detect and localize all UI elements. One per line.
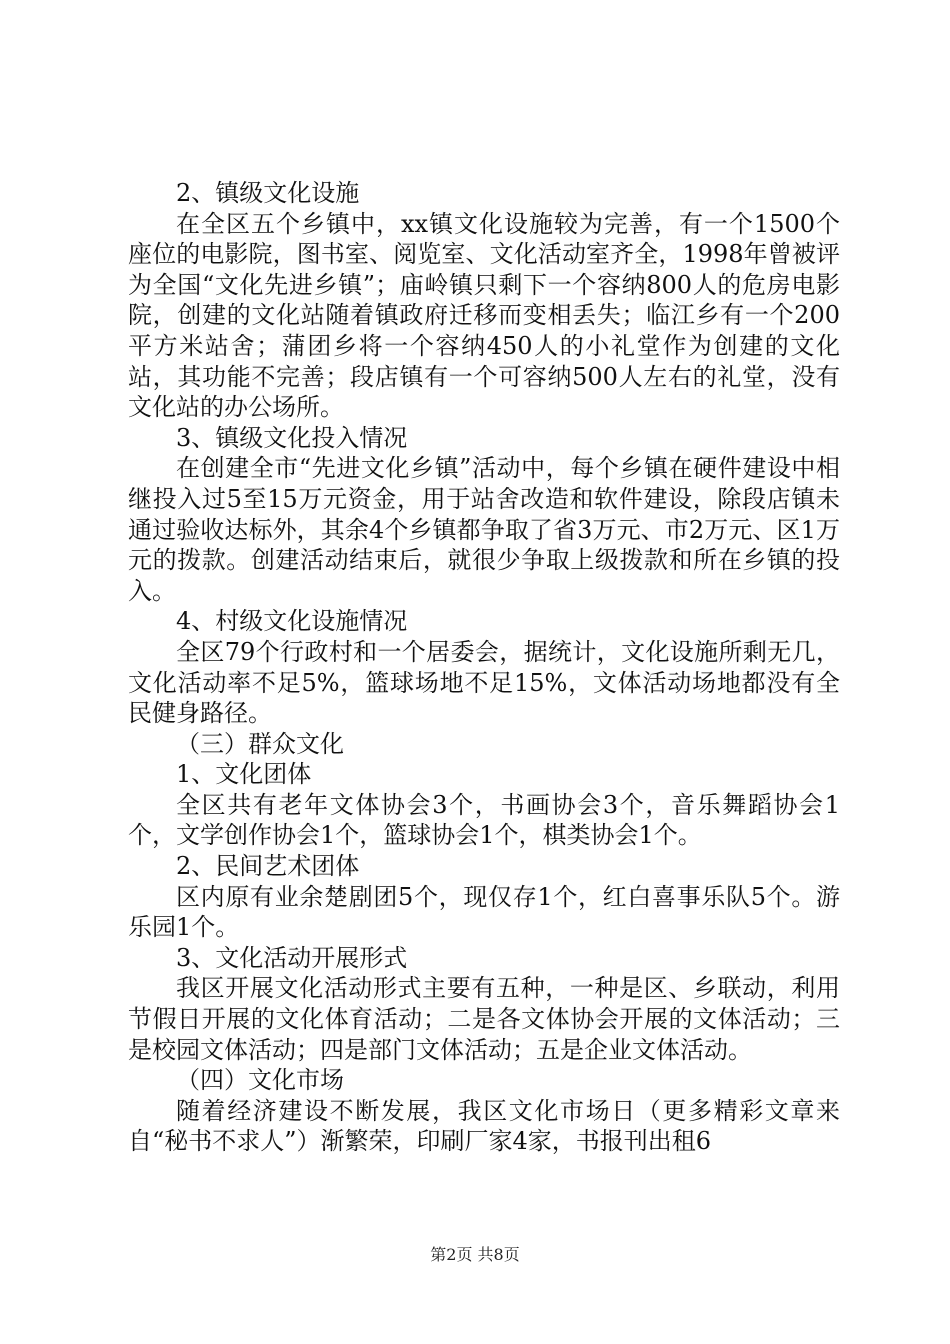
body-paragraph: 全区共有老年文体协会3个，书画协会3个，音乐舞蹈协会1个，文学创作协会1个，篮球协会1个，棋类协会1个。 xyxy=(128,790,840,850)
document-body xyxy=(128,178,840,1157)
section-heading: 4、村级文化设施情况 xyxy=(176,607,408,636)
body-paragraph: 区内原有业余楚剧团5个，现仅存1个，红白喜事乐队5个。游乐园1个。 xyxy=(128,882,840,942)
section-heading: 3、镇级文化投入情况 xyxy=(176,423,408,452)
section-heading: 2、镇级文化设施 xyxy=(176,179,360,207)
body-paragraph: 在全区五个乡镇中，xx镇文化设施较为完善，有一个1500个座位的电影院，图书室、阅览室、文化活动室齐全，1998年曾被评为全国“文化先进乡镇”；庙岭镇只剩下一个容纳800人的危房电影院，创建的文化站随着镇政府迁移而变相丢失；临江乡有一个200平方米站舍；蒲团乡将一个容纳450人的小礼堂作为创建的文化站，其功能不完善；段店镇有一个可容纳500人左右的礼堂，没有文化站的办公场所。 xyxy=(128,209,840,422)
body-paragraph: 随着经济建设不断发展，我区文化市场日（更多精彩文章来自“秘书不求人”）渐繁荣，印刷厂家4家，书报刊出租6 xyxy=(128,1096,840,1156)
section-heading: 3、文化活动开展形式 xyxy=(176,943,408,972)
body-paragraph: 在创建全市“先进文化乡镇”活动中，每个乡镇在硬件建设中相继投入过5至15万元资金，用于站舍改造和软件建设，除段店镇未通过验收达标外，其余4个乡镇都争取了省3万元、市2万元、区1万元的拨款。创建活动结束后，就很少争取上级拨款和所在乡镇的投入。 xyxy=(128,454,840,605)
section-heading: 2、民间艺术团体 xyxy=(176,852,360,881)
section-heading: 1、文化团体 xyxy=(176,760,312,789)
section-heading: （四）文化市场 xyxy=(176,1066,344,1095)
section-heading: （三）群众文化 xyxy=(176,729,344,758)
body-paragraph: 我区开展文化活动形式主要有五种，一种是区、乡联动，利用节假日开展的文化体育活动；二是各文体协会开展的文体活动；三是校园文体活动；四是部门文体活动；五是企业文体活动。 xyxy=(128,974,840,1064)
page-number-footer: 第2页 共8页 xyxy=(430,1245,520,1264)
body-paragraph: 全区79个行政村和一个居委会，据统计，文化设施所剩无几，文化活动率不足5%，篮球场地不足15%，文体活动场地都没有全民健身路径。 xyxy=(128,637,840,728)
